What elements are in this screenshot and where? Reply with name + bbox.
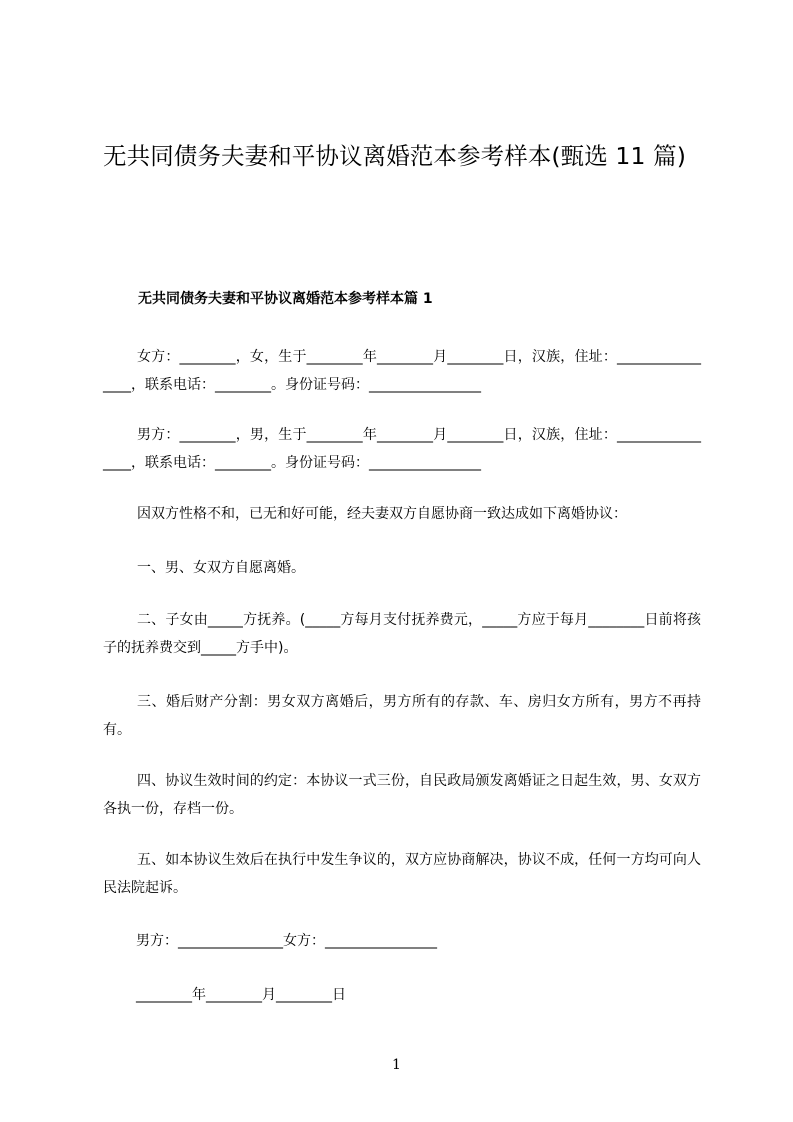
paragraph-clause-1: 一、男、女双方自愿离婚。: [137, 560, 305, 576]
paragraph-male-party: 男方：________，男，生于________年________月________日，汉族，住址：________________，联系电话：________。身份证号码：________________: [103, 427, 701, 471]
paragraph-female-party: 女方：________，女，生于________年________月________日，汉族，住址：________________，联系电话：________。身份证号码：________________: [103, 349, 701, 393]
paragraph-clause-2: 二、子女由_____方抚养。(_____方每月支付抚养费元，_____方应于每月________日前将孩子的抚养费交到_____方手中)。: [103, 612, 701, 656]
section-heading: 无共同债务夫妻和平协议离婚范本参考样本篇 1: [138, 291, 433, 307]
paragraph-clause-3: 三、婚后财产分割：男女双方离婚后，男方所有的存款、车、房归女方所有，男方不再持有。: [103, 694, 701, 738]
page-number: 1: [392, 1057, 401, 1073]
date-line: ________年________月________日: [136, 987, 346, 1003]
paragraph-clause-5: 五、如本协议生效后在执行中发生争议的，双方应协商解决，协议不成，任何一方均可向人民法院起诉。: [103, 852, 701, 896]
page-title: 无共同债务夫妻和平协议离婚范本参考样本(甄选 11 篇): [103, 142, 686, 170]
paragraph-preamble: 因双方性格不和，已无和好可能，经夫妻双方自愿协商一致达成如下离婚协议：: [137, 506, 627, 522]
paragraph-clause-4: 四、协议生效时间的约定：本协议一式三份，自民政局颁发离婚证之日起生效，男、女双方各执一份，存档一份。: [103, 773, 701, 817]
signature-line: 男方：_______________女方：________________: [136, 933, 437, 949]
